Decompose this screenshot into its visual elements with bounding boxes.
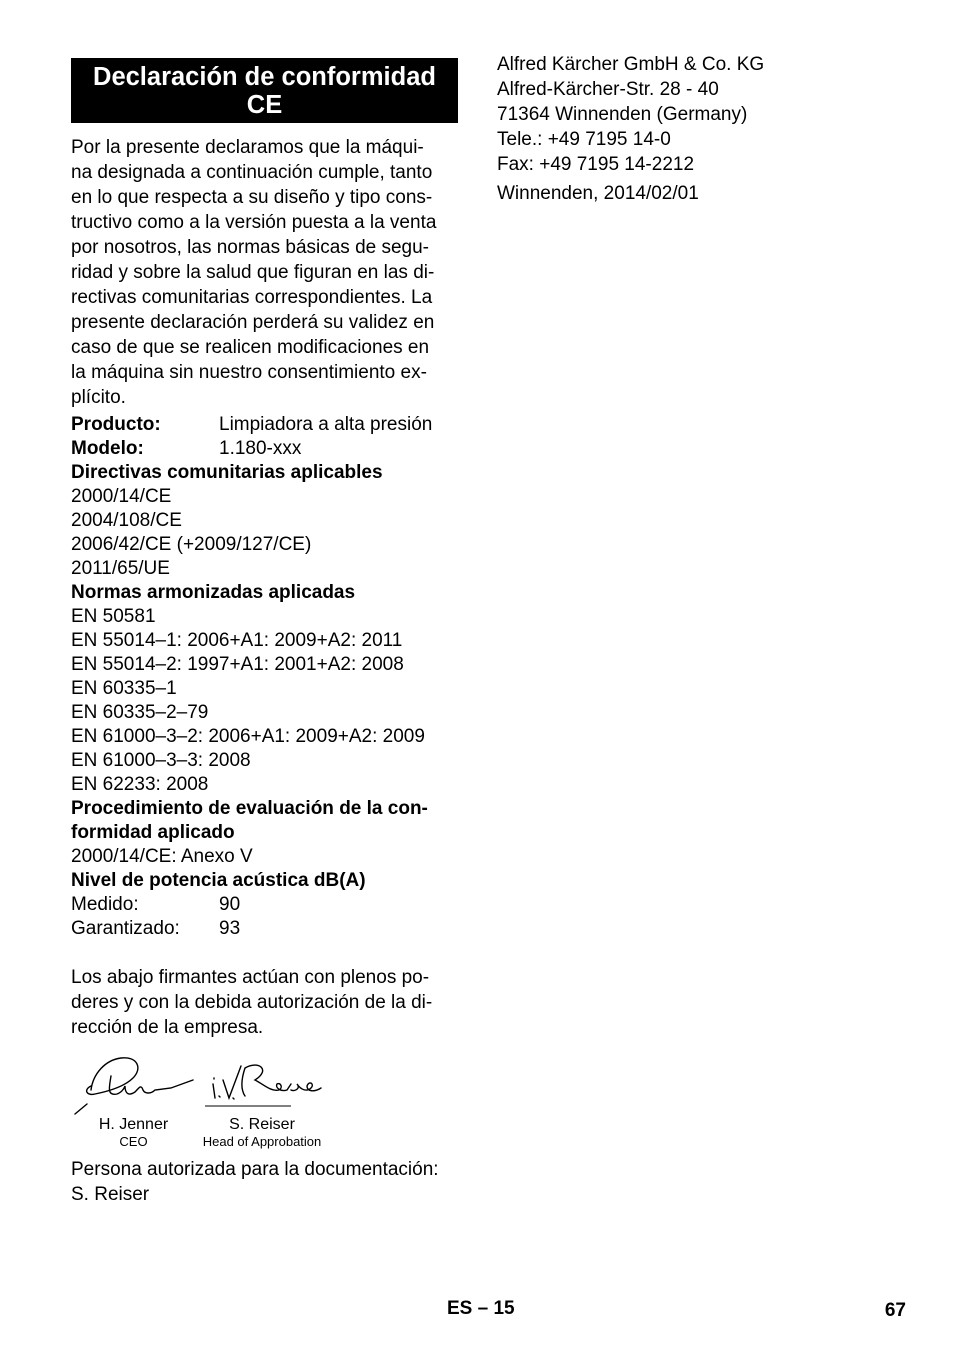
measured-value: 90 xyxy=(219,894,241,915)
guaranteed-label: Garantizado: xyxy=(71,918,180,939)
intro-line: na designada a continuación cumple, tanto xyxy=(71,162,433,183)
standard-item: EN 50581 xyxy=(71,606,156,627)
company-address-line: Fax: +49 7195 14-2212 xyxy=(497,154,695,175)
footer-page-number: 67 xyxy=(884,1300,906,1321)
company-column xyxy=(497,52,917,206)
standard-item: EN 60335–1 xyxy=(71,678,177,699)
authorized-name: S. Reiser xyxy=(71,1184,150,1205)
company-address-line: Tele.: +49 7195 14-0 xyxy=(497,129,671,150)
signature-jenner xyxy=(71,1054,196,1150)
signatories-line: deres y con la debida autorización de la di- xyxy=(71,992,433,1013)
model-value: 1.180-xxx xyxy=(219,438,302,459)
model-row xyxy=(71,437,458,461)
model-label: Modelo: xyxy=(71,438,144,459)
standard-item: EN 55014–1: 2006+A1: 2009+A2: 2011 xyxy=(71,630,403,651)
intro-line: en lo que respecta a su diseño y tipo cons- xyxy=(71,187,433,208)
procedure-value: 2000/14/CE: Anexo V xyxy=(71,846,253,867)
handwritten-signature-icon xyxy=(197,1054,327,1116)
intro-line: ridad y sobre la salud que figuran en las di- xyxy=(71,262,435,283)
handwritten-signature-icon xyxy=(71,1054,196,1116)
company-address-line: Alfred-Kärcher-Str. 28 - 40 xyxy=(497,79,719,100)
intro-line: plícito. xyxy=(71,387,126,408)
signatory-name: S. Reiser xyxy=(229,1116,295,1133)
footer-section-number: ES – 15 xyxy=(447,1298,515,1319)
signatory-role: CEO xyxy=(119,1134,148,1149)
measured-label: Medido: xyxy=(71,894,139,915)
authorized-label: Persona autorizada para la documentación: xyxy=(71,1159,439,1180)
sound-guaranteed-row xyxy=(71,917,458,941)
page-title xyxy=(71,58,458,123)
directive-item: 2011/65/UE xyxy=(71,558,170,579)
standard-item: EN 61000–3–2: 2006+A1: 2009+A2: 2009 xyxy=(71,726,425,747)
directive-item: 2000/14/CE xyxy=(71,486,172,507)
product-details xyxy=(71,413,458,941)
place-date: Winnenden, 2014/02/01 xyxy=(497,183,699,204)
sound-heading: Nivel de potencia acústica dB(A) xyxy=(71,870,366,891)
signatories-line: rección de la empresa. xyxy=(71,1017,264,1038)
product-label: Producto: xyxy=(71,414,161,435)
company-address-line: Alfred Kärcher GmbH & Co. KG xyxy=(497,54,765,75)
procedure-heading-line-1: Procedimiento de evaluación de la con- xyxy=(71,798,428,819)
title-line-1: Declaración de conformidad xyxy=(93,63,436,91)
standard-item: EN 61000–3–3: 2008 xyxy=(71,750,251,771)
sound-measured-row xyxy=(71,893,458,917)
signature-reiser xyxy=(197,1054,327,1150)
standard-item: EN 60335–2–79 xyxy=(71,702,209,723)
intro-line: Por la presente declaramos que la máqui- xyxy=(71,137,424,158)
intro-line: tructivo como a la versión puesta a la venta xyxy=(71,212,437,233)
procedure-heading-line-2: formidad aplicado xyxy=(71,822,235,843)
title-line-2: CE xyxy=(246,91,283,119)
directives-heading: Directivas comunitarias aplicables xyxy=(71,462,383,483)
signatory-name: H. Jenner xyxy=(98,1116,169,1133)
intro-line: la máquina sin nuestro consentimiento ex- xyxy=(71,362,427,383)
standard-item: EN 55014–2: 1997+A1: 2001+A2: 2008 xyxy=(71,654,404,675)
intro-line: caso de que se realicen modificaciones en xyxy=(71,337,430,358)
product-value: Limpiadora a alta presión xyxy=(219,414,433,435)
intro-line: por nosotros, las normas básicas de segu- xyxy=(71,237,430,258)
signatory-role: Head of Approbation xyxy=(202,1134,322,1149)
declaration-column xyxy=(71,58,458,1207)
intro-line: rectivas comunitarias correspondientes. La xyxy=(71,287,433,308)
signatories-line: Los abajo firmantes actúan con plenos po- xyxy=(71,967,430,988)
standard-item: EN 62233: 2008 xyxy=(71,774,209,795)
signatories-paragraph xyxy=(71,965,458,1040)
signature-block xyxy=(71,1054,458,1149)
company-address-line: 71364 Winnenden (Germany) xyxy=(497,104,748,125)
product-row xyxy=(71,413,458,437)
guaranteed-value: 93 xyxy=(219,918,241,939)
directive-item: 2006/42/CE (+2009/127/CE) xyxy=(71,534,312,555)
intro-line: presente declaración perderá su validez en xyxy=(71,312,435,333)
authorized-person xyxy=(71,1157,458,1207)
intro-paragraph xyxy=(71,135,458,410)
directive-item: 2004/108/CE xyxy=(71,510,182,531)
standards-heading: Normas armonizadas aplicadas xyxy=(71,582,356,603)
